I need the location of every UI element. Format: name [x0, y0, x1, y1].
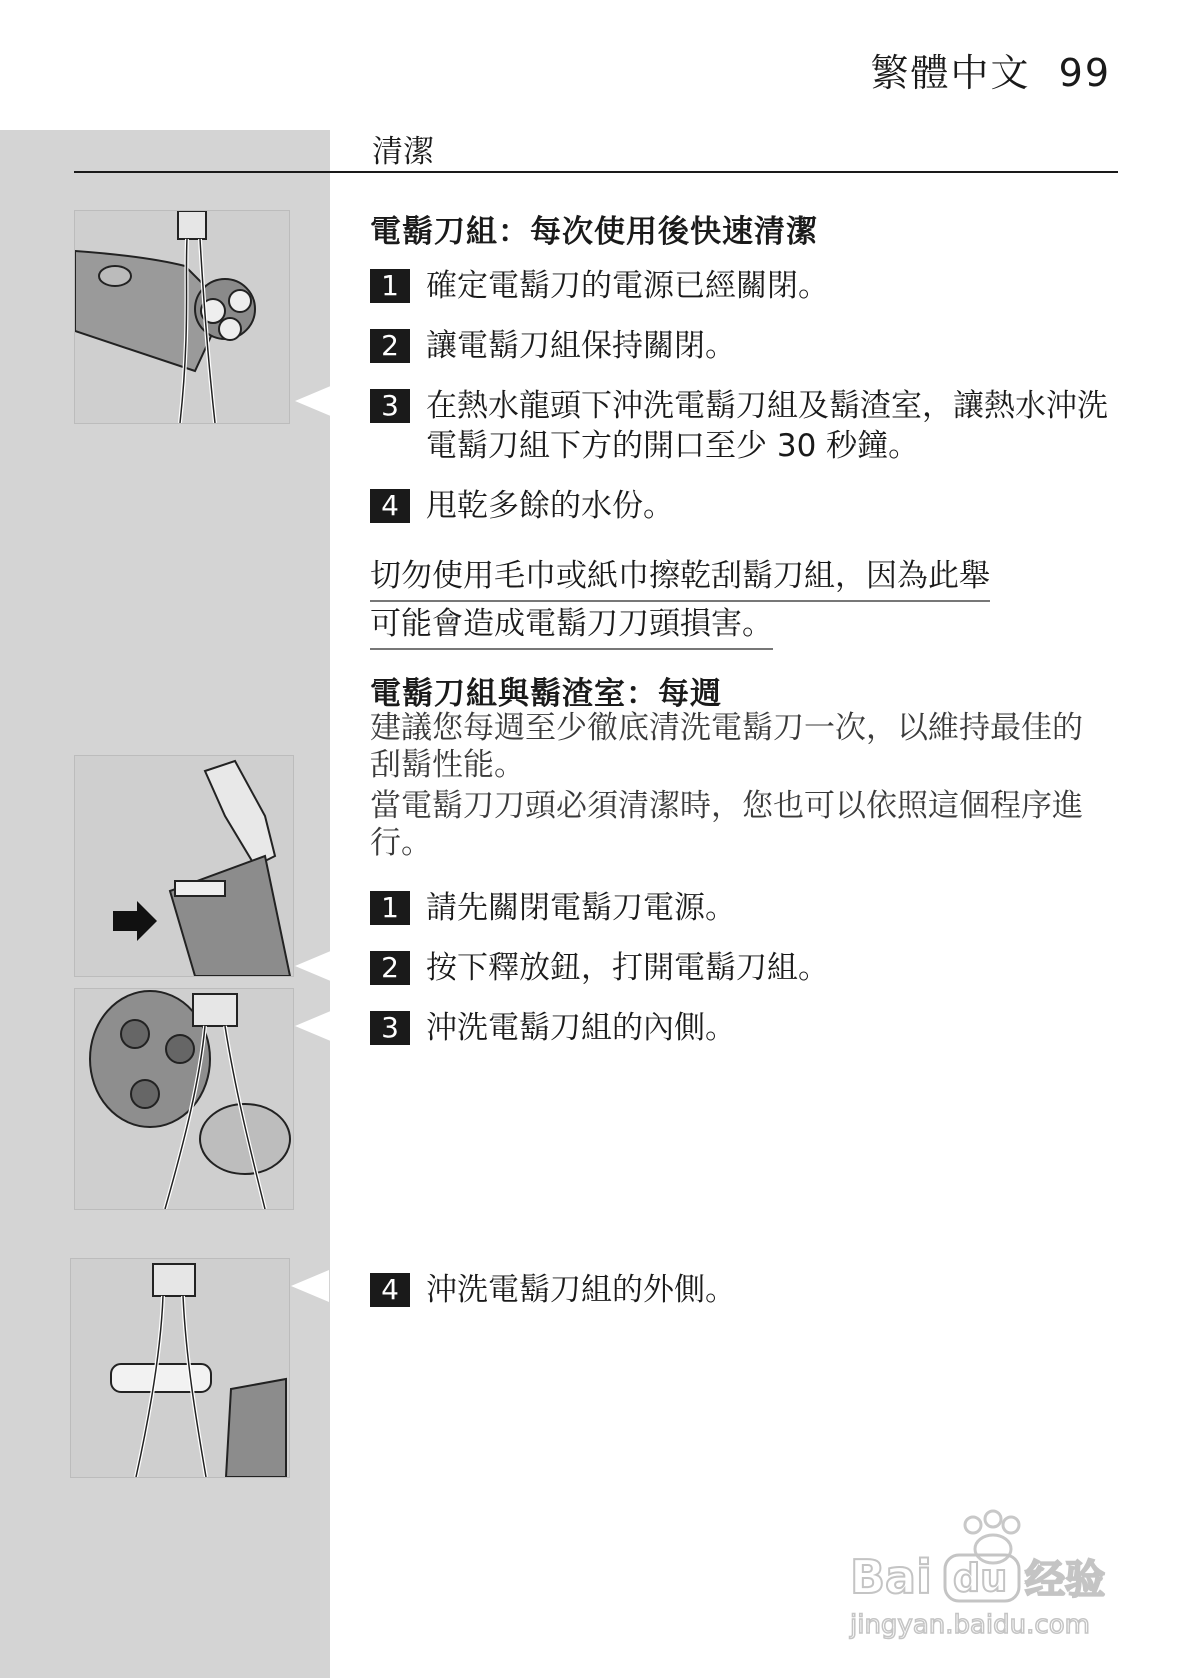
step-number-badge: 2 [370, 329, 410, 363]
weekly-step-4 [370, 1270, 1110, 1310]
illustration-pointer [291, 1270, 329, 1302]
weekly-step-2 [370, 948, 1110, 988]
page-header [870, 42, 1111, 97]
step-number-badge: 3 [370, 1011, 410, 1045]
step-number-badge: 4 [370, 489, 410, 523]
warning-line-2: 可能會造成電鬍刀刀頭損害。 [370, 604, 773, 650]
shaver-rinse-outside-icon [71, 1259, 289, 1477]
illustration-open-release [74, 755, 294, 977]
weekly-paragraph-2: 當電鬍刀刀頭必須清潔時，您也可以依照這個程序進行。 [370, 788, 1083, 861]
shaver-open-release-icon [75, 756, 293, 976]
svg-text:jingyan.baidu.com: jingyan.baidu.com [850, 1610, 1090, 1640]
section-title: 清潔 [372, 134, 434, 170]
weekly-paragraph-1: 建議您每週至少徹底清洗電鬍刀一次，以維持最佳的刮鬍性能。 [370, 710, 1083, 783]
shaver-rinse-closed-icon [75, 211, 289, 423]
weekly-step-3 [370, 1008, 1110, 1048]
step-text: 在熱水龍頭下沖洗電鬍刀組及鬍渣室，讓熱水沖洗電鬍刀組下方的開口至少 30 秒鐘。 [426, 388, 1108, 464]
step-number-badge: 4 [370, 1273, 410, 1307]
step-text: 確定電鬍刀的電源已經關閉。 [426, 268, 829, 304]
weekly-clean-heading: 電鬍刀組與鬍渣室：每週 [370, 676, 722, 712]
shaver-rinse-inside-icon [75, 989, 293, 1209]
illustration-pointer [295, 1010, 333, 1042]
header-language: 繁體中文 [870, 51, 1031, 95]
quick-step-2 [370, 326, 1110, 366]
step-text: 甩乾多餘的水份。 [426, 488, 674, 524]
svg-text:du: du [953, 1556, 1008, 1600]
svg-text:经验: 经验 [1025, 1557, 1105, 1603]
step-text: 請先關閉電鬍刀電源。 [426, 890, 736, 926]
step-text: 沖洗電鬍刀組的外側。 [426, 1272, 736, 1308]
svg-text:Bai: Bai [850, 1550, 932, 1604]
section-divider [74, 171, 1118, 173]
quick-clean-heading: 電鬍刀組：每次使用後快速清潔 [370, 214, 818, 250]
step-text: 讓電鬍刀組保持關閉。 [426, 328, 736, 364]
illustration-rinse-closed [74, 210, 290, 424]
illustration-rinse-inside [74, 988, 294, 1210]
warning-line-1: 切勿使用毛巾或紙巾擦乾刮鬍刀組，因為此舉 [370, 556, 990, 602]
quick-step-4 [370, 486, 1110, 526]
quick-step-1 [370, 266, 1110, 306]
illustration-pointer [295, 385, 333, 417]
step-number-badge: 3 [370, 389, 410, 423]
weekly-step-1 [370, 888, 1110, 928]
illustration-rinse-outside [70, 1258, 290, 1478]
step-number-badge: 1 [370, 269, 410, 303]
step-text: 按下釋放鈕，打開電鬍刀組。 [426, 950, 829, 986]
step-number-badge: 2 [370, 951, 410, 985]
quick-step-3 [370, 386, 1110, 466]
page-number: 99 [1058, 51, 1111, 95]
illustration-pointer [295, 950, 333, 982]
step-text: 沖洗電鬍刀組的內側。 [426, 1010, 736, 1046]
baidu-jingyan-watermark-logo [845, 1505, 1125, 1645]
step-number-badge: 1 [370, 891, 410, 925]
